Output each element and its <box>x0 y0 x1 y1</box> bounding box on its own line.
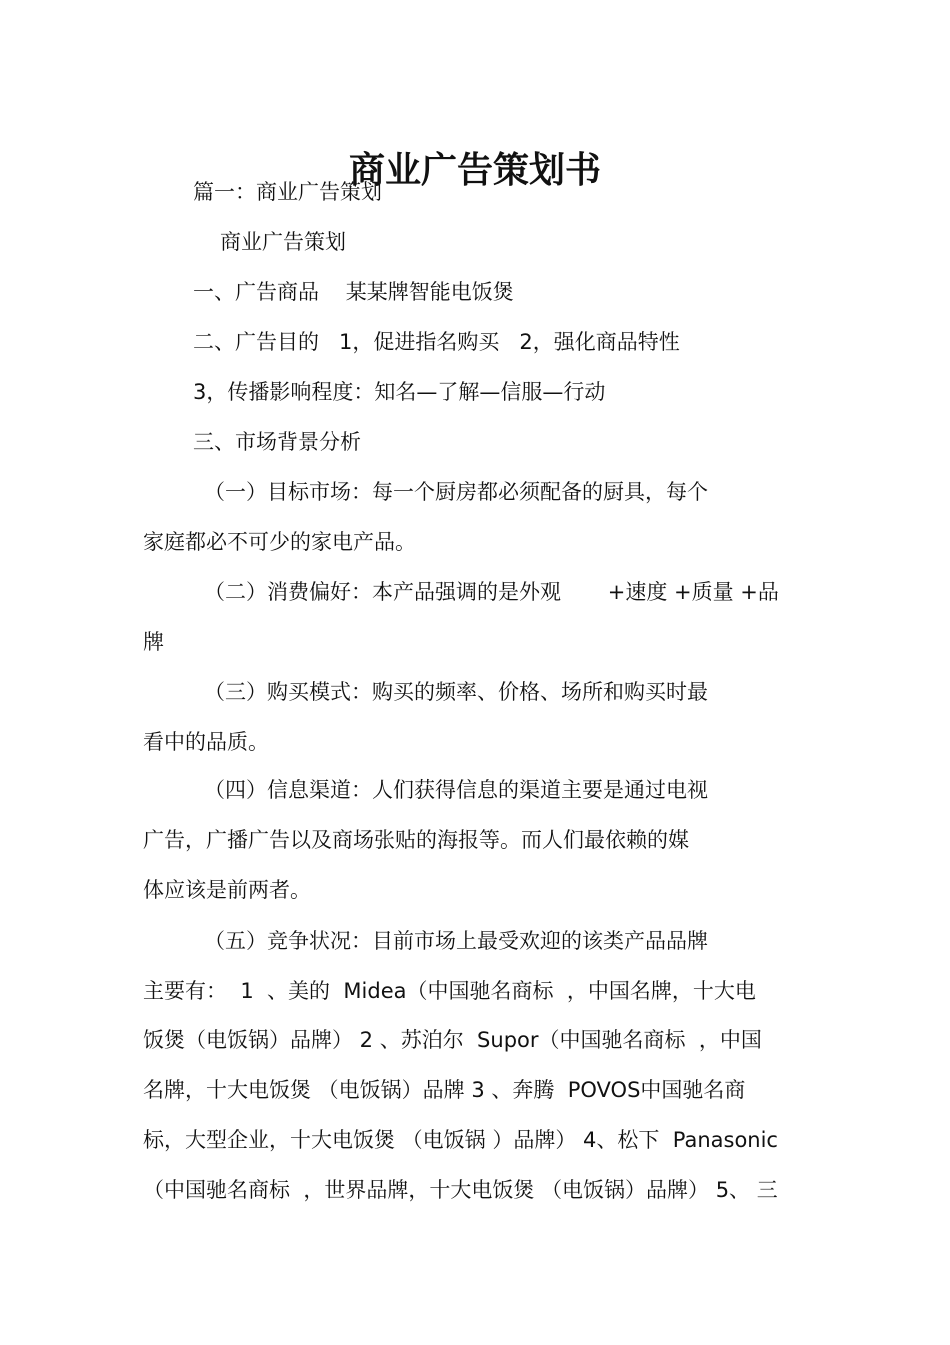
text-line: 牌 <box>143 630 164 654</box>
text-line: 名牌，十大电饭煲 （电饭锅）品牌 3 、奔腾 POVOS中国驰名商 <box>143 1078 746 1102</box>
text-line: （五）竞争状况：目前市场上最受欢迎的该类产品品牌 <box>204 929 708 953</box>
text-line: 一、广告商品 某某牌智能电饭煲 <box>193 280 514 304</box>
text-line: 二、广告目的 1，促进指名购买 2，强化商品特性 <box>193 330 680 354</box>
text-line: （三）购买模式：购买的频率、价格、场所和购买时最 <box>204 680 708 704</box>
text-line: 三、市场背景分析 <box>193 430 361 454</box>
text-line: 看中的品质。 <box>143 730 269 754</box>
text-line: 商业广告策划 <box>220 230 346 254</box>
text-line: （四）信息渠道：人们获得信息的渠道主要是通过电视 <box>204 778 708 802</box>
text-line: （一）目标市场：每一个厨房都必须配备的厨具，每个 <box>204 480 708 504</box>
text-line: （二）消费偏好：本产品强调的是外观 +速度 +质量 +品 <box>204 580 779 604</box>
text-line: 广告，广播广告以及商场张贴的海报等。而人们最依赖的媒 <box>143 828 689 852</box>
text-line: 体应该是前两者。 <box>143 878 311 902</box>
text-line: 主要有： 1 、美的 Midea（中国驰名商标 ，中国名牌，十大电 <box>143 979 756 1003</box>
text-line: 家庭都必不可少的家电产品。 <box>143 530 416 554</box>
text-line: 篇一：商业广告策划 <box>193 180 382 204</box>
text-line: 标，大型企业，十大电饭煲 （电饭锅 ）品牌） 4、松下 Panasonic <box>143 1128 778 1152</box>
document-title: 商业广告策划书 <box>348 149 601 192</box>
text-line: 饭煲（电饭锅）品牌） 2 、苏泊尔 Supor（中国驰名商标 ，中国 <box>143 1028 762 1052</box>
text-line: 3，传播影响程度：知名—了解—信服—行动 <box>193 380 606 404</box>
text-line: （中国驰名商标 ，世界品牌，十大电饭煲 （电饭锅）品牌） 5、 三 <box>143 1178 778 1202</box>
